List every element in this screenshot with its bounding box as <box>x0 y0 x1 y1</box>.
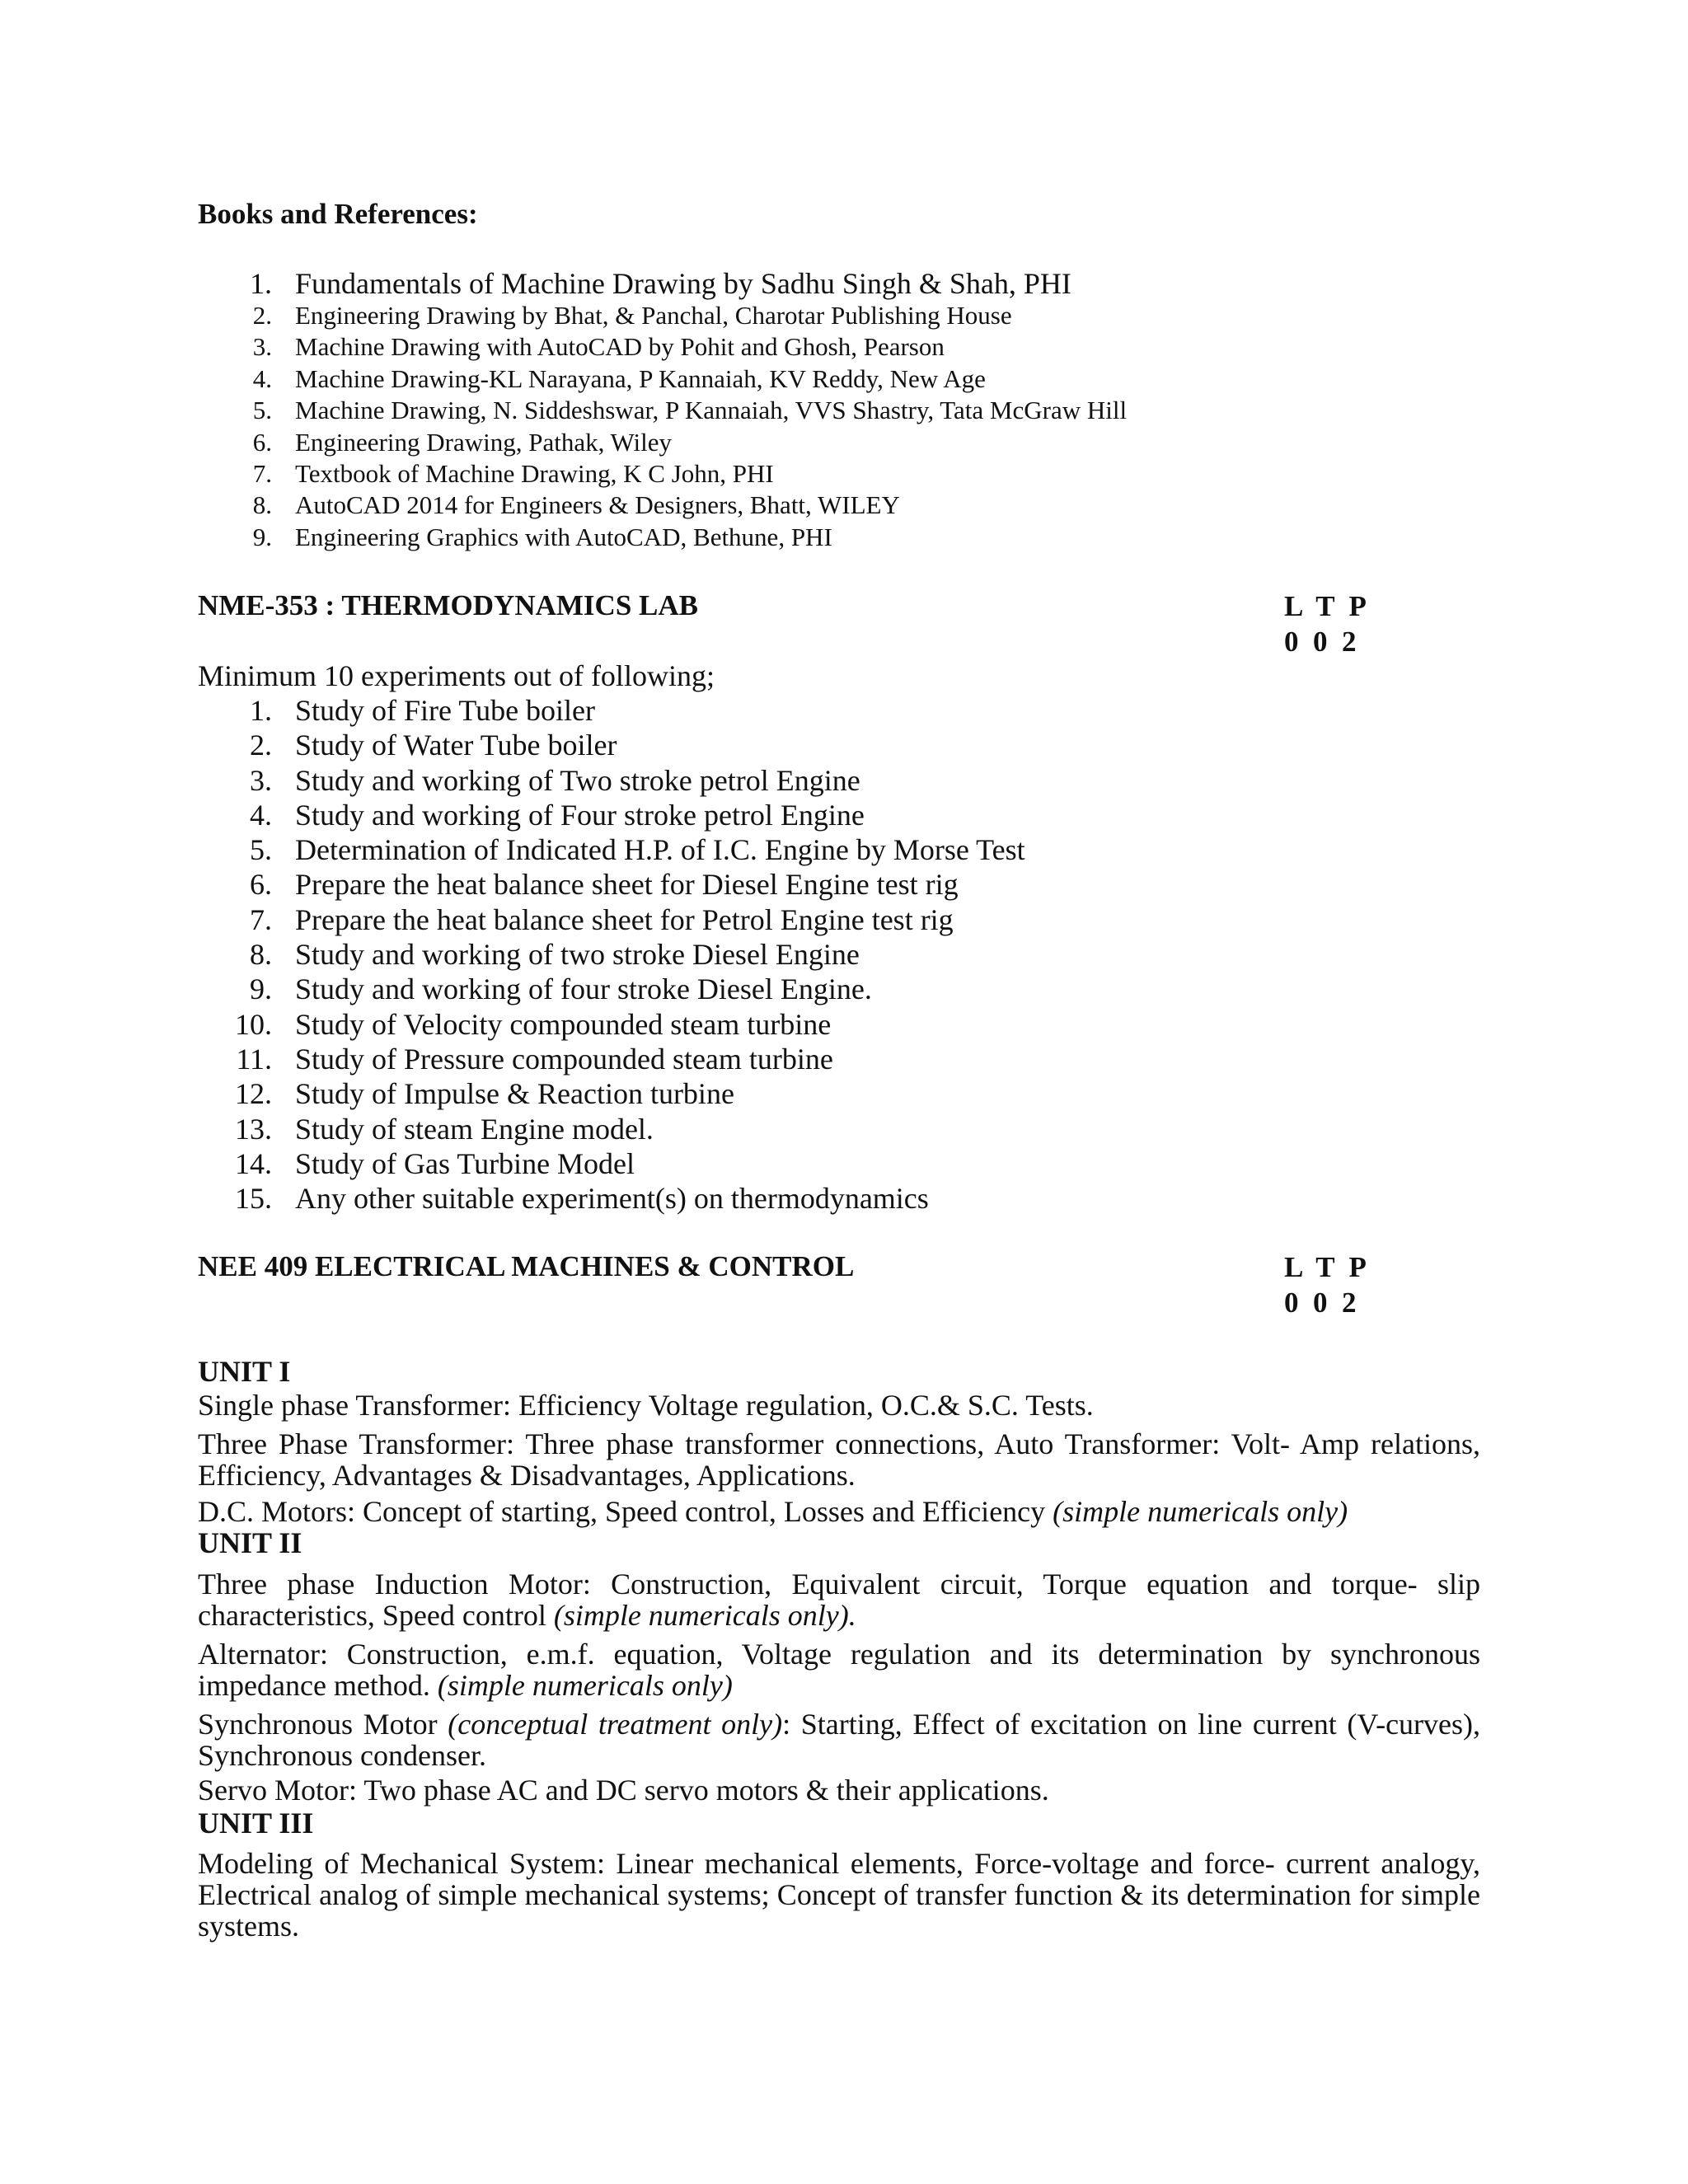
unit-2-p4: Servo Motor: Two phase AC and DC servo motors & their applications. <box>198 1774 1049 1807</box>
list-item-text: Study of Gas Turbine Model <box>295 1146 635 1180</box>
list-item-text: Prepare the heat balance sheet for Petrol Engine test rig <box>295 902 954 936</box>
list-item-text: Study of Fire Tube boiler <box>295 694 596 727</box>
list-item-text: Study of steam Engine model. <box>295 1112 654 1146</box>
unit-2-p2: Alternator: Construction, e.m.f. equation, Voltage regulation and its determination by synchronous impedance method. (simple numericals only) <box>198 1638 1480 1702</box>
unit-3-p1: Modeling of Mechanical System: Linear mechanical elements, Force-voltage and force- current analogy, Electrical analog of simple mechanical systems; Concept of transfer function & its determination for simple systems. <box>198 1847 1480 1943</box>
list-item-text: Textbook of Machine Drawing, K C John, PHI <box>295 458 774 488</box>
list-item-number: 7. <box>252 458 272 488</box>
books-heading: Books and References: <box>198 198 478 230</box>
list-item-text: Machine Drawing with AutoCAD by Pohit and Ghosh, Pearson <box>295 332 945 362</box>
unit-2-p1: Three phase Induction Motor: Construction, Equivalent circuit, Torque equation and torque- slip characteristics, Speed control (simple numericals only). <box>198 1568 1480 1632</box>
list-item-text: Machine Drawing, N. Siddeshswar, P Kannaiah, VVS Shastry, Tata McGraw Hill <box>295 396 1128 425</box>
list-item-number: 5. <box>250 833 272 867</box>
thermo-ltp-values: 0 0 2 <box>1284 626 1357 658</box>
list-item-text: Fundamentals of Machine Drawing by Sadhu Singh & Shah, PHI <box>295 267 1071 300</box>
list-item-text: AutoCAD 2014 for Engineers & Designers, Bhatt, WILEY <box>295 490 900 520</box>
list-item-number: 8. <box>252 490 272 520</box>
unit-1-p2: Three Phase Transformer: Three phase transformer connections, Auto Transformer: Volt- Amp relations, Efficiency, Advantages & Disadvantages, Applications. <box>198 1427 1480 1492</box>
thermo-title: NME-353 : THERMODYNAMICS LAB <box>198 589 698 621</box>
thermo-intro: Minimum 10 experiments out of following; <box>198 659 715 692</box>
list-item-number: 5. <box>252 396 272 425</box>
list-item-number: 14. <box>235 1146 272 1180</box>
list-item-text: Study of Velocity compounded steam turbine <box>295 1007 832 1041</box>
unit-2-p2-note: (simple numericals only) <box>437 1669 733 1702</box>
list-item-number: 8. <box>250 938 272 972</box>
list-item-number: 15. <box>235 1182 272 1216</box>
unit-1-title: UNIT I <box>198 1355 291 1388</box>
list-item-text: Study of Pressure compounded steam turbine <box>295 1042 833 1076</box>
list-item-number: 3. <box>250 763 272 797</box>
list-item-text: Any other suitable experiment(s) on thermodynamics <box>295 1182 929 1216</box>
list-item-number: 6. <box>252 427 272 457</box>
thermo-ltp-header: L T P <box>1284 590 1367 622</box>
list-item-text: Study and working of Four stroke petrol Engine <box>295 798 865 832</box>
electrical-ltp-values: 0 0 2 <box>1284 1286 1357 1319</box>
list-item-text: Engineering Graphics with AutoCAD, Bethune, PHI <box>295 522 832 551</box>
unit-2-p3-note: (conceptual treatment only) <box>448 1708 783 1741</box>
list-item-text: Study of Water Tube boiler <box>295 729 617 762</box>
list-item-text: Prepare the heat balance sheet for Diesel Engine test rig <box>295 868 959 902</box>
list-item-text: Determination of Indicated H.P. of I.C. Engine by Morse Test <box>295 833 1025 867</box>
list-item-text: Study and working of four stroke Diesel Engine. <box>295 972 872 1006</box>
list-item-number: 13. <box>235 1112 272 1146</box>
list-item-number: 1. <box>250 694 272 727</box>
unit-3-title: UNIT III <box>198 1807 314 1840</box>
list-item-number: 6. <box>250 868 272 902</box>
list-item-number: 2. <box>250 729 272 762</box>
list-item-number: 1. <box>250 267 272 300</box>
unit-1-p3: D.C. Motors: Concept of starting, Speed control, Losses and Efficiency (simple numericals only) <box>198 1495 1348 1528</box>
list-item-text: Study and working of Two stroke petrol Engine <box>295 763 860 797</box>
list-item-number: 7. <box>250 902 272 936</box>
list-item-number: 4. <box>250 798 272 832</box>
list-item-number: 9. <box>250 972 272 1006</box>
list-item-number: 4. <box>252 363 272 393</box>
list-item-text: Engineering Drawing, Pathak, Wiley <box>295 427 673 457</box>
list-item-number: 3. <box>252 332 272 362</box>
unit-2-title: UNIT II <box>198 1526 302 1559</box>
unit-1-p1: Single phase Transformer: Efficiency Voltage regulation, O.C.& S.C. Tests. <box>198 1389 1094 1422</box>
electrical-title: NEE 409 ELECTRICAL MACHINES & CONTROL <box>198 1250 855 1282</box>
list-item-number: 11. <box>236 1042 272 1076</box>
list-item-text: Study of Impulse & Reaction turbine <box>295 1077 734 1111</box>
list-item-text: Machine Drawing-KL Narayana, P Kannaiah, KV Reddy, New Age <box>295 363 986 393</box>
electrical-ltp-header: L T P <box>1284 1251 1367 1283</box>
unit-2-p1-note: (simple numericals only). <box>553 1599 856 1632</box>
list-item-text: Study and working of two stroke Diesel Engine <box>295 938 860 972</box>
list-item-number: 12. <box>235 1077 272 1111</box>
list-item-number: 2. <box>252 301 272 330</box>
list-item-text: Engineering Drawing by Bhat, & Panchal, Charotar Publishing House <box>295 301 1012 330</box>
list-item-number: 10. <box>235 1007 272 1041</box>
unit-2-p3: Synchronous Motor (conceptual treatment only): Starting, Effect of excitation on line current (V-curves), Synchronous condenser. <box>198 1708 1481 1772</box>
unit-1-p3-note: (simple numericals only) <box>1053 1495 1348 1528</box>
list-item-number: 9. <box>252 522 272 551</box>
